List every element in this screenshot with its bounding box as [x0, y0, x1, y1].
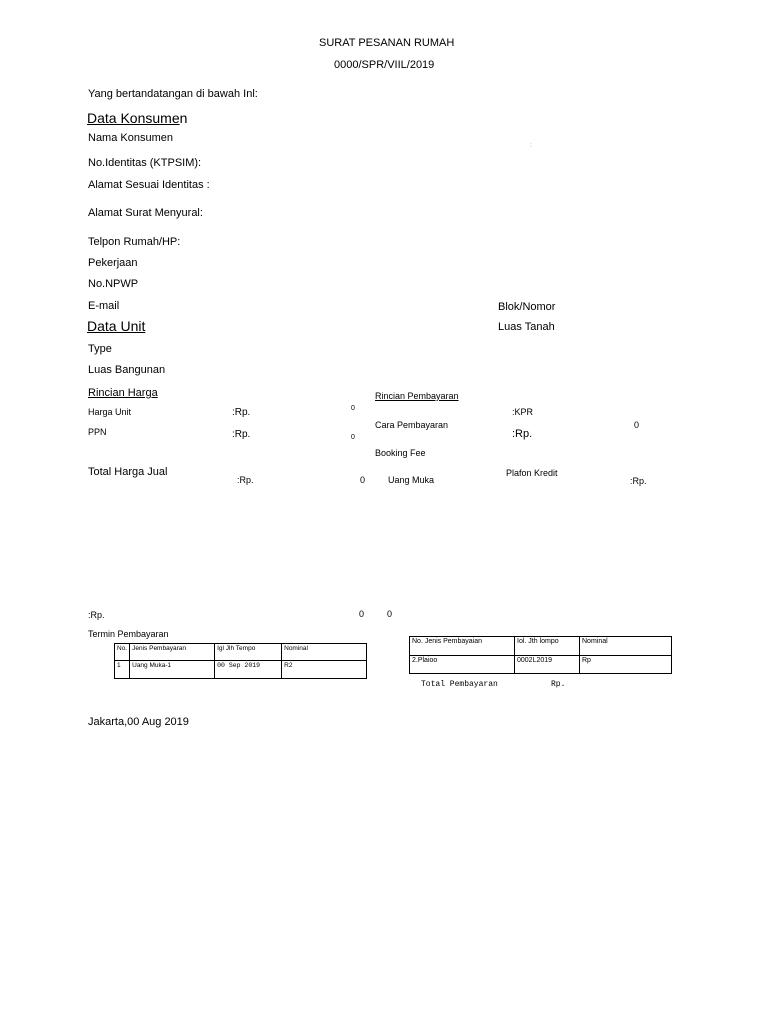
- type-label: Type: [88, 343, 112, 355]
- data-unit-heading: Data Unit: [87, 318, 146, 334]
- table-cell: R2: [282, 661, 367, 679]
- misc-value-1: 0: [359, 609, 365, 619]
- misc-rp: :Rp.: [88, 610, 105, 620]
- table-cell: 1: [115, 661, 130, 679]
- intro-text: Yang bertandatangan di bawah Inl:: [88, 88, 258, 100]
- table-header-cell: Igl Jlh Tempo: [215, 644, 282, 661]
- table-header-cell: Nominal: [580, 637, 672, 656]
- table-row: [115, 644, 367, 661]
- termin-table-2: [409, 636, 672, 674]
- table-header-cell: Jenis Pembayaran: [130, 644, 215, 661]
- table-cell: Rp: [580, 656, 672, 674]
- plafon-kredit-label: Plafon Kredit: [506, 468, 558, 478]
- total-harga-value: 0: [360, 475, 366, 485]
- harga-unit-value: 0: [351, 405, 355, 412]
- booking-fee-label: Booking Fee: [375, 448, 426, 458]
- table-header-cell: No.: [115, 644, 130, 661]
- harga-unit-rp: :Rp.: [232, 407, 251, 418]
- data-konsumen-heading: [87, 111, 187, 125]
- luas-tanah-label: Luas Tanah: [498, 321, 555, 333]
- table-cell: 00 Sep 2019: [215, 661, 282, 679]
- data-konsumen-heading-tail: n: [179, 110, 188, 126]
- ppn-label: PPN: [88, 427, 107, 437]
- termin-heading: Termin Pembayaran: [88, 629, 169, 639]
- rincian-harga-heading: Rincian Harga: [88, 387, 158, 399]
- total-harga-label: Total Harga Jual: [88, 466, 168, 478]
- table-row: [115, 661, 367, 679]
- harga-unit-label: Harga Unit: [88, 407, 132, 417]
- table-cell: 0002L2019: [515, 656, 580, 674]
- uang-muka-label: Uang Muka: [388, 475, 435, 485]
- cara-pembayaran-value: 0: [634, 420, 640, 430]
- rincian-pembayaran-heading: Rincian Pembayaran: [375, 391, 459, 401]
- table-header-cell: Nominal: [282, 644, 367, 661]
- misc-value-2: 0: [387, 609, 393, 619]
- table-row: [410, 637, 672, 656]
- npwp-label: No.NPWP: [88, 278, 139, 290]
- document-title: SURAT PESANAN RUMAH: [319, 37, 455, 49]
- plafon-kredit-rp: :Rp.: [630, 476, 647, 486]
- table-cell: Uang Muka-1: [130, 661, 215, 679]
- alamat-surat-label: Alamat Surat Menyural:: [88, 207, 203, 219]
- cara-pembayaran-rp: :Rp.: [512, 428, 533, 440]
- termin-table: [114, 643, 367, 679]
- pekerjaan-label: Pekerjaan: [88, 257, 138, 269]
- blok-nomor-label: Blok/Nomor: [498, 301, 556, 313]
- kpr-label: :KPR: [512, 407, 534, 417]
- alamat-identitas-label: Alamat Sesuai Identitas :: [88, 179, 210, 191]
- cara-pembayaran-label: Cara Pembayaran: [375, 420, 449, 430]
- data-konsumen-heading-main: Data Konsume: [87, 110, 180, 126]
- identitas-label: No.Identitas (KTPSIM):: [88, 157, 202, 169]
- total-pembayaran-label: Total Pembayaran: [421, 680, 498, 689]
- ppn-value: 0: [351, 434, 355, 441]
- table-cell: 2.Plaioo: [410, 656, 515, 674]
- stray-mark: :: [530, 142, 532, 149]
- table-row: [410, 656, 672, 674]
- table-header-cell: Iol. Jth lompo: [515, 637, 580, 656]
- telpon-label: Telpon Rumah/HP:: [88, 236, 181, 248]
- place-date: Jakarta,00 Aug 2019: [88, 716, 189, 728]
- nama-konsumen-label: Nama Konsumen: [88, 132, 173, 144]
- email-label: E-mail: [88, 300, 120, 312]
- document-number: 0000/SPR/VIIL/2019: [334, 59, 435, 71]
- ppn-rp: :Rp.: [232, 429, 251, 440]
- total-harga-rp: :Rp.: [237, 475, 254, 485]
- luas-bangunan-label: Luas Bangunan: [88, 364, 166, 376]
- table-header-cell: No. Jenis Pembayaian: [410, 637, 515, 656]
- total-pembayaran-rp: Rp.: [551, 680, 566, 689]
